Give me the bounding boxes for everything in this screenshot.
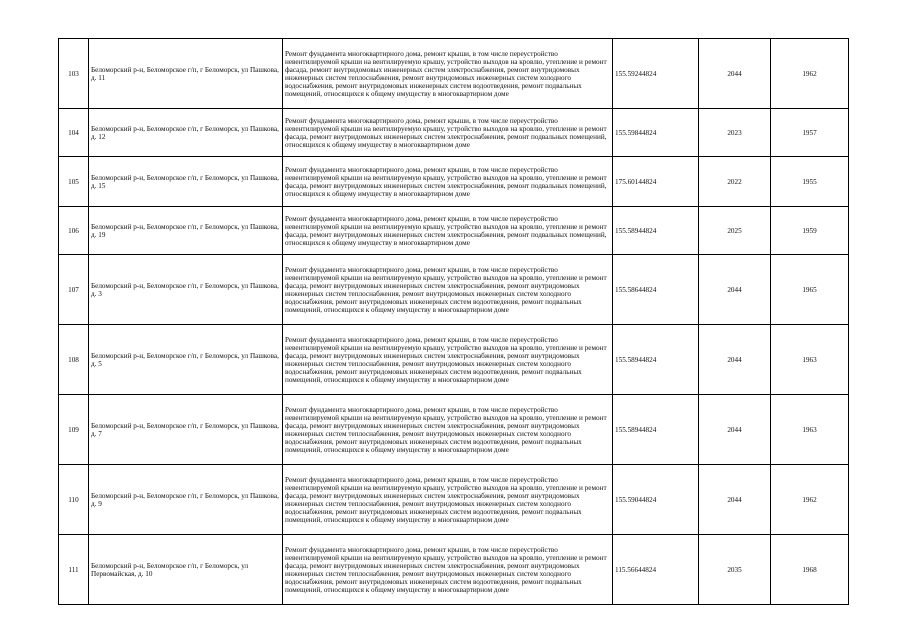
row-works: Ремонт фундамента многоквартирного дома, ремонт крыши, в том числе переустройство невентилируемой крыши на вентилируемую крышу, устройство выходов на кровлю, утепление и ремонт фасада, ремонт внутридомовых инженерных систем электроснабжения, ремонт внутридомовых инженерных систем теплоснабжения, ремонт внутридомовых инженерных систем холодного водоснабжения, ремонт внутридомовых инженерных систем водоотведения, ремонт подвальных помещений, относящихся к общему имуществу в многоквартирном доме [283,39,613,109]
row-cost: 155.59044824 [613,465,699,535]
row-cost: 155.58944824 [613,325,699,395]
table-row [59,465,849,535]
row-built-year: 1962 [771,39,849,109]
row-number: 106 [59,207,89,255]
row-planned-year: 2044 [699,39,771,109]
row-built-year: 1963 [771,395,849,465]
row-address: Беломорский р-н, Беломорское г/п, г Беломорск, ул Пашкова, д. 3 [89,255,283,325]
row-cost: 155.58944824 [613,207,699,255]
row-built-year: 1955 [771,157,849,207]
row-number: 107 [59,255,89,325]
row-address: Беломорский р-н, Беломорское г/п, г Беломорск, ул Пашкова, д. 9 [89,465,283,535]
row-planned-year: 2044 [699,465,771,535]
row-cost: 175.60144824 [613,157,699,207]
row-address: Беломорский р-н, Беломорское г/п, г Беломорск, ул Пашкова, д. 7 [89,395,283,465]
table-row [59,109,849,157]
row-planned-year: 2044 [699,255,771,325]
row-number: 111 [59,535,89,605]
row-address: Беломорский р-н, Беломорское г/п, г Беломорск, ул Пашкова, д. 12 [89,109,283,157]
row-built-year: 1965 [771,255,849,325]
row-built-year: 1957 [771,109,849,157]
row-planned-year: 2044 [699,325,771,395]
row-address: Беломорский р-н, Беломорское г/п, г Беломорск, ул Пашкова, д. 19 [89,207,283,255]
row-number: 109 [59,395,89,465]
row-built-year: 1963 [771,325,849,395]
row-works: Ремонт фундамента многоквартирного дома, ремонт крыши, в том числе переустройство невентилируемой крыши на вентилируемую крышу, устройство выходов на кровлю, утепление и ремонт фасада, ремонт внутридомовых инженерных систем электроснабжения, ремонт внутридомовых инженерных систем теплоснабжения, ремонт внутридомовых инженерных систем холодного водоснабжения, ремонт внутридомовых инженерных систем водоотведения, ремонт подвальных помещений, относящихся к общему имуществу в многоквартирном доме [283,465,613,535]
row-works: Ремонт фундамента многоквартирного дома, ремонт крыши, в том числе переустройство невентилируемой крыши на вентилируемую крышу, устройство выходов на кровлю, утепление и ремонт фасада, ремонт внутридомовых инженерных систем электроснабжения, ремонт подвальных помещений, относящихся к общему имуществу в многоквартирном доме [283,157,613,207]
table-row [59,207,849,255]
row-cost: 155.59844824 [613,109,699,157]
row-built-year: 1959 [771,207,849,255]
table-body [59,39,849,605]
row-works: Ремонт фундамента многоквартирного дома, ремонт крыши, в том числе переустройство невентилируемой крыши на вентилируемую крышу, устройство выходов на кровлю, утепление и ремонт фасада, ремонт внутридомовых инженерных систем электроснабжения, ремонт подвальных помещений, относящихся к общему имуществу в многоквартирном доме [283,109,613,157]
row-works: Ремонт фундамента многоквартирного дома, ремонт крыши, в том числе переустройство невентилируемой крыши на вентилируемую крышу, устройство выходов на кровлю, утепление и ремонт фасада, ремонт внутридомовых инженерных систем электроснабжения, ремонт внутридомовых инженерных систем теплоснабжения, ремонт внутридомовых инженерных систем холодного водоснабжения, ремонт внутридомовых инженерных систем водоотведения, ремонт подвальных помещений, относящихся к общему имуществу в многоквартирном доме [283,535,613,605]
repair-program-table [58,38,849,605]
table-row [59,535,849,605]
row-planned-year: 2035 [699,535,771,605]
row-address: Беломорский р-н, Беломорское г/п, г Беломорск, ул Первомайская, д. 10 [89,535,283,605]
row-address: Беломорский р-н, Беломорское г/п, г Беломорск, ул Пашкова, д. 15 [89,157,283,207]
row-number: 108 [59,325,89,395]
row-planned-year: 2022 [699,157,771,207]
row-cost: 155.58644824 [613,255,699,325]
row-works: Ремонт фундамента многоквартирного дома, ремонт крыши, в том числе переустройство невентилируемой крыши на вентилируемую крышу, устройство выходов на кровлю, утепление и ремонт фасада, ремонт внутридомовых инженерных систем электроснабжения, ремонт внутридомовых инженерных систем теплоснабжения, ремонт внутридомовых инженерных систем холодного водоснабжения, ремонт внутридомовых инженерных систем водоотведения, ремонт подвальных помещений, относящихся к общему имуществу в многоквартирном доме [283,395,613,465]
table-row [59,157,849,207]
table-row [59,255,849,325]
row-number: 104 [59,109,89,157]
row-planned-year: 2025 [699,207,771,255]
table-row [59,325,849,395]
table-row [59,39,849,109]
row-cost: 155.59244824 [613,39,699,109]
row-works: Ремонт фундамента многоквартирного дома, ремонт крыши, в том числе переустройство невентилируемой крыши на вентилируемую крышу, устройство выходов на кровлю, утепление и ремонт фасада, ремонт внутридомовых инженерных систем электроснабжения, ремонт внутридомовых инженерных систем теплоснабжения, ремонт внутридомовых инженерных систем холодного водоснабжения, ремонт внутридомовых инженерных систем водоотведения, ремонт подвальных помещений, относящихся к общему имуществу в многоквартирном доме [283,325,613,395]
row-built-year: 1962 [771,465,849,535]
row-built-year: 1968 [771,535,849,605]
row-cost: 115.56644824 [613,535,699,605]
row-number: 105 [59,157,89,207]
row-number: 103 [59,39,89,109]
row-address: Беломорский р-н, Беломорское г/п, г Беломорск, ул Пашкова, д. 11 [89,39,283,109]
row-works: Ремонт фундамента многоквартирного дома, ремонт крыши, в том числе переустройство невентилируемой крыши на вентилируемую крышу, устройство выходов на кровлю, утепление и ремонт фасада, ремонт внутридомовых инженерных систем электроснабжения, ремонт внутридомовых инженерных систем теплоснабжения, ремонт внутридомовых инженерных систем холодного водоснабжения, ремонт внутридомовых инженерных систем водоотведения, ремонт подвальных помещений, относящихся к общему имуществу в многоквартирном доме [283,255,613,325]
row-planned-year: 2023 [699,109,771,157]
row-number: 110 [59,465,89,535]
row-cost: 155.58944824 [613,395,699,465]
table-row [59,395,849,465]
row-planned-year: 2044 [699,395,771,465]
row-works: Ремонт фундамента многоквартирного дома, ремонт крыши, в том числе переустройство невентилируемой крыши на вентилируемую крышу, устройство выходов на кровлю, утепление и ремонт фасада, ремонт внутридомовых инженерных систем электроснабжения, ремонт подвальных помещений, относящихся к общему имуществу в многоквартирном доме [283,207,613,255]
row-address: Беломорский р-н, Беломорское г/п, г Беломорск, ул Пашкова, д. 5 [89,325,283,395]
